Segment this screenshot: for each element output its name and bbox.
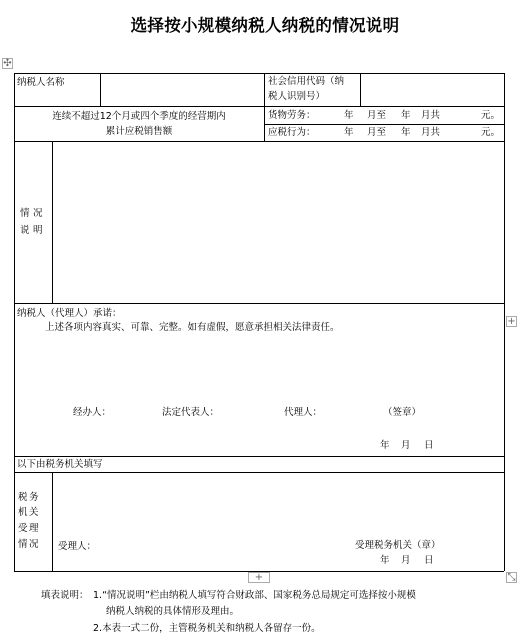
period-month-total-label: 月共 [421, 110, 441, 121]
table-row-line [14, 303, 504, 304]
table-row-line [14, 472, 504, 473]
table-border-left [14, 73, 15, 571]
goods-services-label: 货物劳务： [268, 110, 316, 121]
period-year-label: 年 [344, 127, 354, 138]
taxpayer-name-label: 纳税人名称 [17, 77, 65, 88]
date-year-label: 年 [380, 440, 390, 451]
acceptance-label-char: 况 [29, 539, 39, 550]
acceptance-label-char: 税 [18, 492, 28, 503]
receiver-label: 受理人： [58, 541, 97, 552]
period-year2-label: 年 [401, 127, 411, 138]
table-col-line [100, 73, 101, 106]
seal-label: （签章） [383, 407, 422, 418]
taxpayer-name-field[interactable] [104, 76, 260, 102]
date-month-label: 月 [401, 555, 411, 566]
agent-label: 代理人： [284, 407, 323, 418]
date-year-label: 年 [380, 555, 390, 566]
acceptance-label-char: 机 [18, 507, 28, 518]
period-month-total-label: 月共 [421, 127, 441, 138]
page-title: 选择按小规模纳税人纳税的情况说明 [130, 16, 400, 35]
table-subrow-line [264, 124, 504, 125]
situation-label-char: 明 [33, 225, 43, 236]
acceptance-label-char: 理 [29, 523, 39, 534]
situation-label-char: 况 [33, 208, 43, 219]
credit-code-field[interactable] [364, 76, 500, 102]
table-border-top [14, 73, 504, 74]
situation-text-area[interactable] [56, 145, 500, 299]
credit-code-label-line1: 社会信用代码（纳 [268, 76, 345, 87]
commitment-title: 纳税人（代理人）承诺： [17, 308, 122, 319]
credit-code-label-line2: 税人识别号） [268, 91, 326, 102]
table-row-line [14, 141, 504, 142]
table-col-line [52, 472, 53, 571]
table-col-line [264, 73, 265, 141]
table-col-line [52, 141, 53, 303]
table-border-right [504, 73, 505, 571]
commitment-text: 上述各项内容真实、可靠、完整。如有虚假，愿意承担相关法律责任。 [45, 322, 340, 333]
notes-item2: 2.本表一式二份，主管税务机关和纳税人各留存一份。 [93, 623, 321, 634]
acceptance-label-char: 情 [18, 539, 28, 550]
table-move-handle-icon[interactable]: ✣ [3, 58, 12, 69]
acceptance-label-char: 关 [29, 507, 39, 518]
table-row-line [14, 456, 504, 457]
acceptance-label-char: 务 [29, 492, 39, 503]
sales-label-line2: 累计应税销售额 [105, 126, 173, 137]
date-day-label: 日 [424, 555, 434, 566]
table-col-line [360, 73, 361, 106]
legal-representative-label: 法定代表人： [162, 407, 220, 418]
period-year2-label: 年 [401, 110, 411, 121]
date-month-label: 月 [401, 440, 411, 451]
table-row-line [14, 106, 504, 107]
receiving-office-label: 受理税务机关（章） [355, 540, 441, 551]
situation-label-char: 说 [20, 225, 30, 236]
period-month-to-label: 月至 [367, 110, 387, 121]
amount-unit-label: 元。 [481, 127, 501, 138]
table-resize-handle-icon[interactable]: ⤡ [507, 572, 516, 583]
notes-lead: 填表说明： [41, 590, 89, 601]
notes-item1-line2: 纳税人纳税的具体情形及理由。 [106, 606, 240, 617]
acceptance-label-char: 受 [18, 523, 28, 534]
period-year-label: 年 [344, 110, 354, 121]
add-row-icon[interactable]: + [248, 572, 270, 583]
amount-unit-label: 元。 [481, 110, 501, 121]
notes-item1-line1: 1.“情况说明”栏由纳税人填写符合财政部、国家税务总局规定可选择按小规模 [93, 590, 416, 601]
add-row-icon[interactable]: + [507, 316, 516, 327]
date-day-label: 日 [424, 440, 434, 451]
taxable-acts-label: 应税行为： [268, 127, 316, 138]
situation-label-char: 情 [20, 208, 30, 219]
handler-label: 经办人： [73, 407, 112, 418]
sales-label-line1: 连续不超过12个月或四个季度的经营期内 [52, 111, 226, 122]
tax-office-section-title: 以下由税务机关填写 [17, 459, 103, 470]
period-month-to-label: 月至 [367, 127, 387, 138]
